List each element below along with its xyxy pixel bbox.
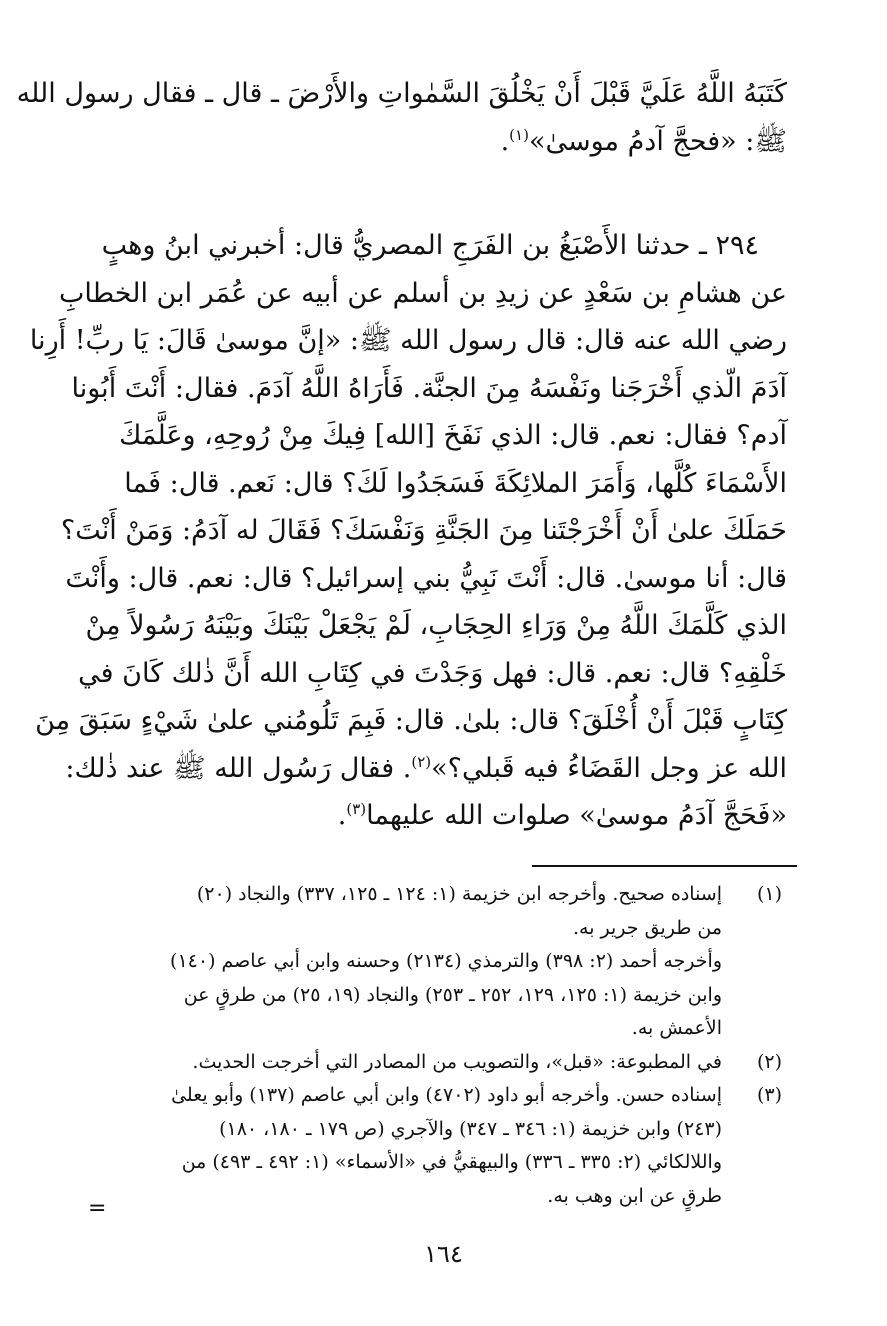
text-line: الذي كَلَّمَكَ اللَّهُ مِنْ وَرَاءِ الحِجَابِ، لَمْ يَجْعَلْ بَيْنَكَ وبَيْنَهُ رَسُولاً مِنْ — [85, 610, 787, 641]
footnote-line: إسناده حسن. وأخرجه أبو داود (٤٧٠٢) وابن أبي عاصم (١٣٧) وأبو يعلىٰ — [171, 1084, 722, 1106]
footnote-line: الأعمش به. — [631, 1017, 722, 1039]
footnote-line: في المطبوعة: «قبل»، والتصويب من المصادر التي أخرجت الحديث. — [192, 1050, 722, 1073]
footnote-number: (٣) — [756, 1084, 782, 1106]
text-segment: . فقال رَسُول الله ﷺ عند ذٰلك: — [65, 752, 412, 784]
footnote-1 — [100, 878, 782, 1046]
footnote-body — [100, 1079, 722, 1213]
hadith-294-paragraph — [29, 222, 787, 840]
footnotes — [100, 878, 782, 1213]
footnote-number: (٢) — [756, 1050, 782, 1073]
page-number: ١٦٤ — [424, 1240, 463, 1268]
text-line: آدَمَ الّذي أَخْرَجَنا ونَفْسَهُ مِنَ الجنَّة. فَأَرَاهُ اللَّهُ آدَمَ. فقال: أَنْتَ أَبُونا — [71, 372, 787, 404]
footnote-line: طرقٍ عن ابن وهب به. — [547, 1184, 722, 1207]
footnote-ref[interactable]: (١) — [509, 126, 529, 144]
text-line: كِتَابٍ قَبْلَ أَنْ أُخْلَقَ؟ قال: بلىٰ. قال: فَبِمَ تَلُومُني علىٰ شَيْءٍ سَبَقَ مِنَ — [35, 705, 787, 736]
footnote-divider — [532, 865, 797, 867]
footnote-body — [100, 1046, 722, 1080]
footnote-ref[interactable]: (٣) — [346, 800, 367, 818]
text-segment: «فَحَجَّ آدَمُ موسىٰ» صلوات الله عليهما — [366, 800, 787, 831]
period: . — [500, 126, 510, 157]
footnote-number: (١) — [756, 883, 782, 905]
text-line: قال: أنا موسىٰ. قال: أَنْتَ نَبِيُّ بني إسرائيل؟ قال: نعم. قال: وأَنْتَ — [65, 562, 787, 594]
paragraph-continuation — [16, 70, 787, 166]
footnote-line: واللالكائي (٢: ٣٣٥ ـ ٣٣٦) والبيهقيُّ في «الأسماء» (١: ٤٩٢ ـ ٤٩٣) من — [181, 1151, 722, 1173]
footnote-line: وأخرجه أحمد (٢: ٣٩٨) والترمذي (٢١٣٤) وحسنه وابن أبي عاصم (١٤٠) — [170, 950, 722, 972]
text-line: الأَسْمَاءَ كُلَّها، وَأَمَرَ الملائِكَةَ فَسَجَدُوا لَكَ؟ قال: نَعم. قال: فَما — [124, 467, 787, 499]
footnote-3 — [100, 1079, 782, 1213]
footnote-ref[interactable]: (٢) — [411, 752, 432, 771]
text-line: عن هشامِ بن سَعْدٍ عن زيدِ بن أسلم عن أبيه عن عُمَر ابن الخطابِ — [59, 277, 787, 309]
text-line: كَتَبَهُ اللَّهُ عَلَيَّ قَبْلَ أَنْ يَخْلُقَ السَّمٰواتِ والأَرْضَ ـ قال ـ فقال رسول الله — [16, 78, 787, 109]
text-line — [100, 792, 787, 840]
text-segment: الله عز وجل القَضَاءُ فيه قَبلي؟» — [431, 752, 787, 784]
text-line: رضي الله عنه قال: قال رسول الله ﷺ: «إنَّ موسىٰ قَالَ: يَا ربِّ! أَرِنا — [29, 325, 787, 356]
period: . — [337, 800, 347, 831]
text-line: ٢٩٤ ـ حدثنا الأَصْبَغُ بن الفَرَجِ المصريُّ قال: أخبرني ابنُ وهبٍ — [101, 230, 759, 261]
footnote-line: إسناده صحيح. وأخرجه ابن خزيمة (١: ١٢٤ ـ ١٢٥، ٣٣٧) والنجاد (٢٠) — [196, 883, 722, 905]
footnote-line: من طريق جرير به. — [572, 916, 722, 939]
text-line: آدم؟ فقال: نعم. قال: الذي نَفَخَ [الله] فِيكَ مِنْ رُوحِهِ، وعَلَّمَكَ — [119, 420, 787, 451]
continuation-mark: = — [88, 1196, 107, 1221]
footnote-body — [100, 878, 722, 1046]
text-line — [100, 118, 787, 166]
footnote-line: وابن خزيمة (١: ١٢٥، ١٢٩، ٢٥٢ ـ ٢٥٣) والنجاد (١٩، ٢٥) من طرقٍ عن — [183, 983, 722, 1006]
text-line: حَمَلَكَ علىٰ أَنْ أَخْرَجْتَنا مِنَ الجَنَّةِ وَنَفْسَكَ؟ فَقَالَ له آدَمُ: وَمَنْ أَنْتَ؟ — [60, 515, 787, 546]
text-line — [65, 745, 787, 793]
text-line: خَلْقِهِ؟ قال: نعم. قال: فهل وَجَدْتَ في كِتَابِ الله أَنَّ ذٰلك كَانَ في — [78, 657, 787, 689]
footnote-line: (٢٤٣) وابن خزيمة (١: ٣٤٦ ـ ٣٤٧) والآجري (ص ١٧٩ ـ ١٨٠، ١٨٠) — [219, 1117, 722, 1140]
text-segment: ﷺ: «فحجَّ آدمُ موسىٰ» — [528, 126, 787, 157]
footnote-2 — [100, 1046, 782, 1080]
